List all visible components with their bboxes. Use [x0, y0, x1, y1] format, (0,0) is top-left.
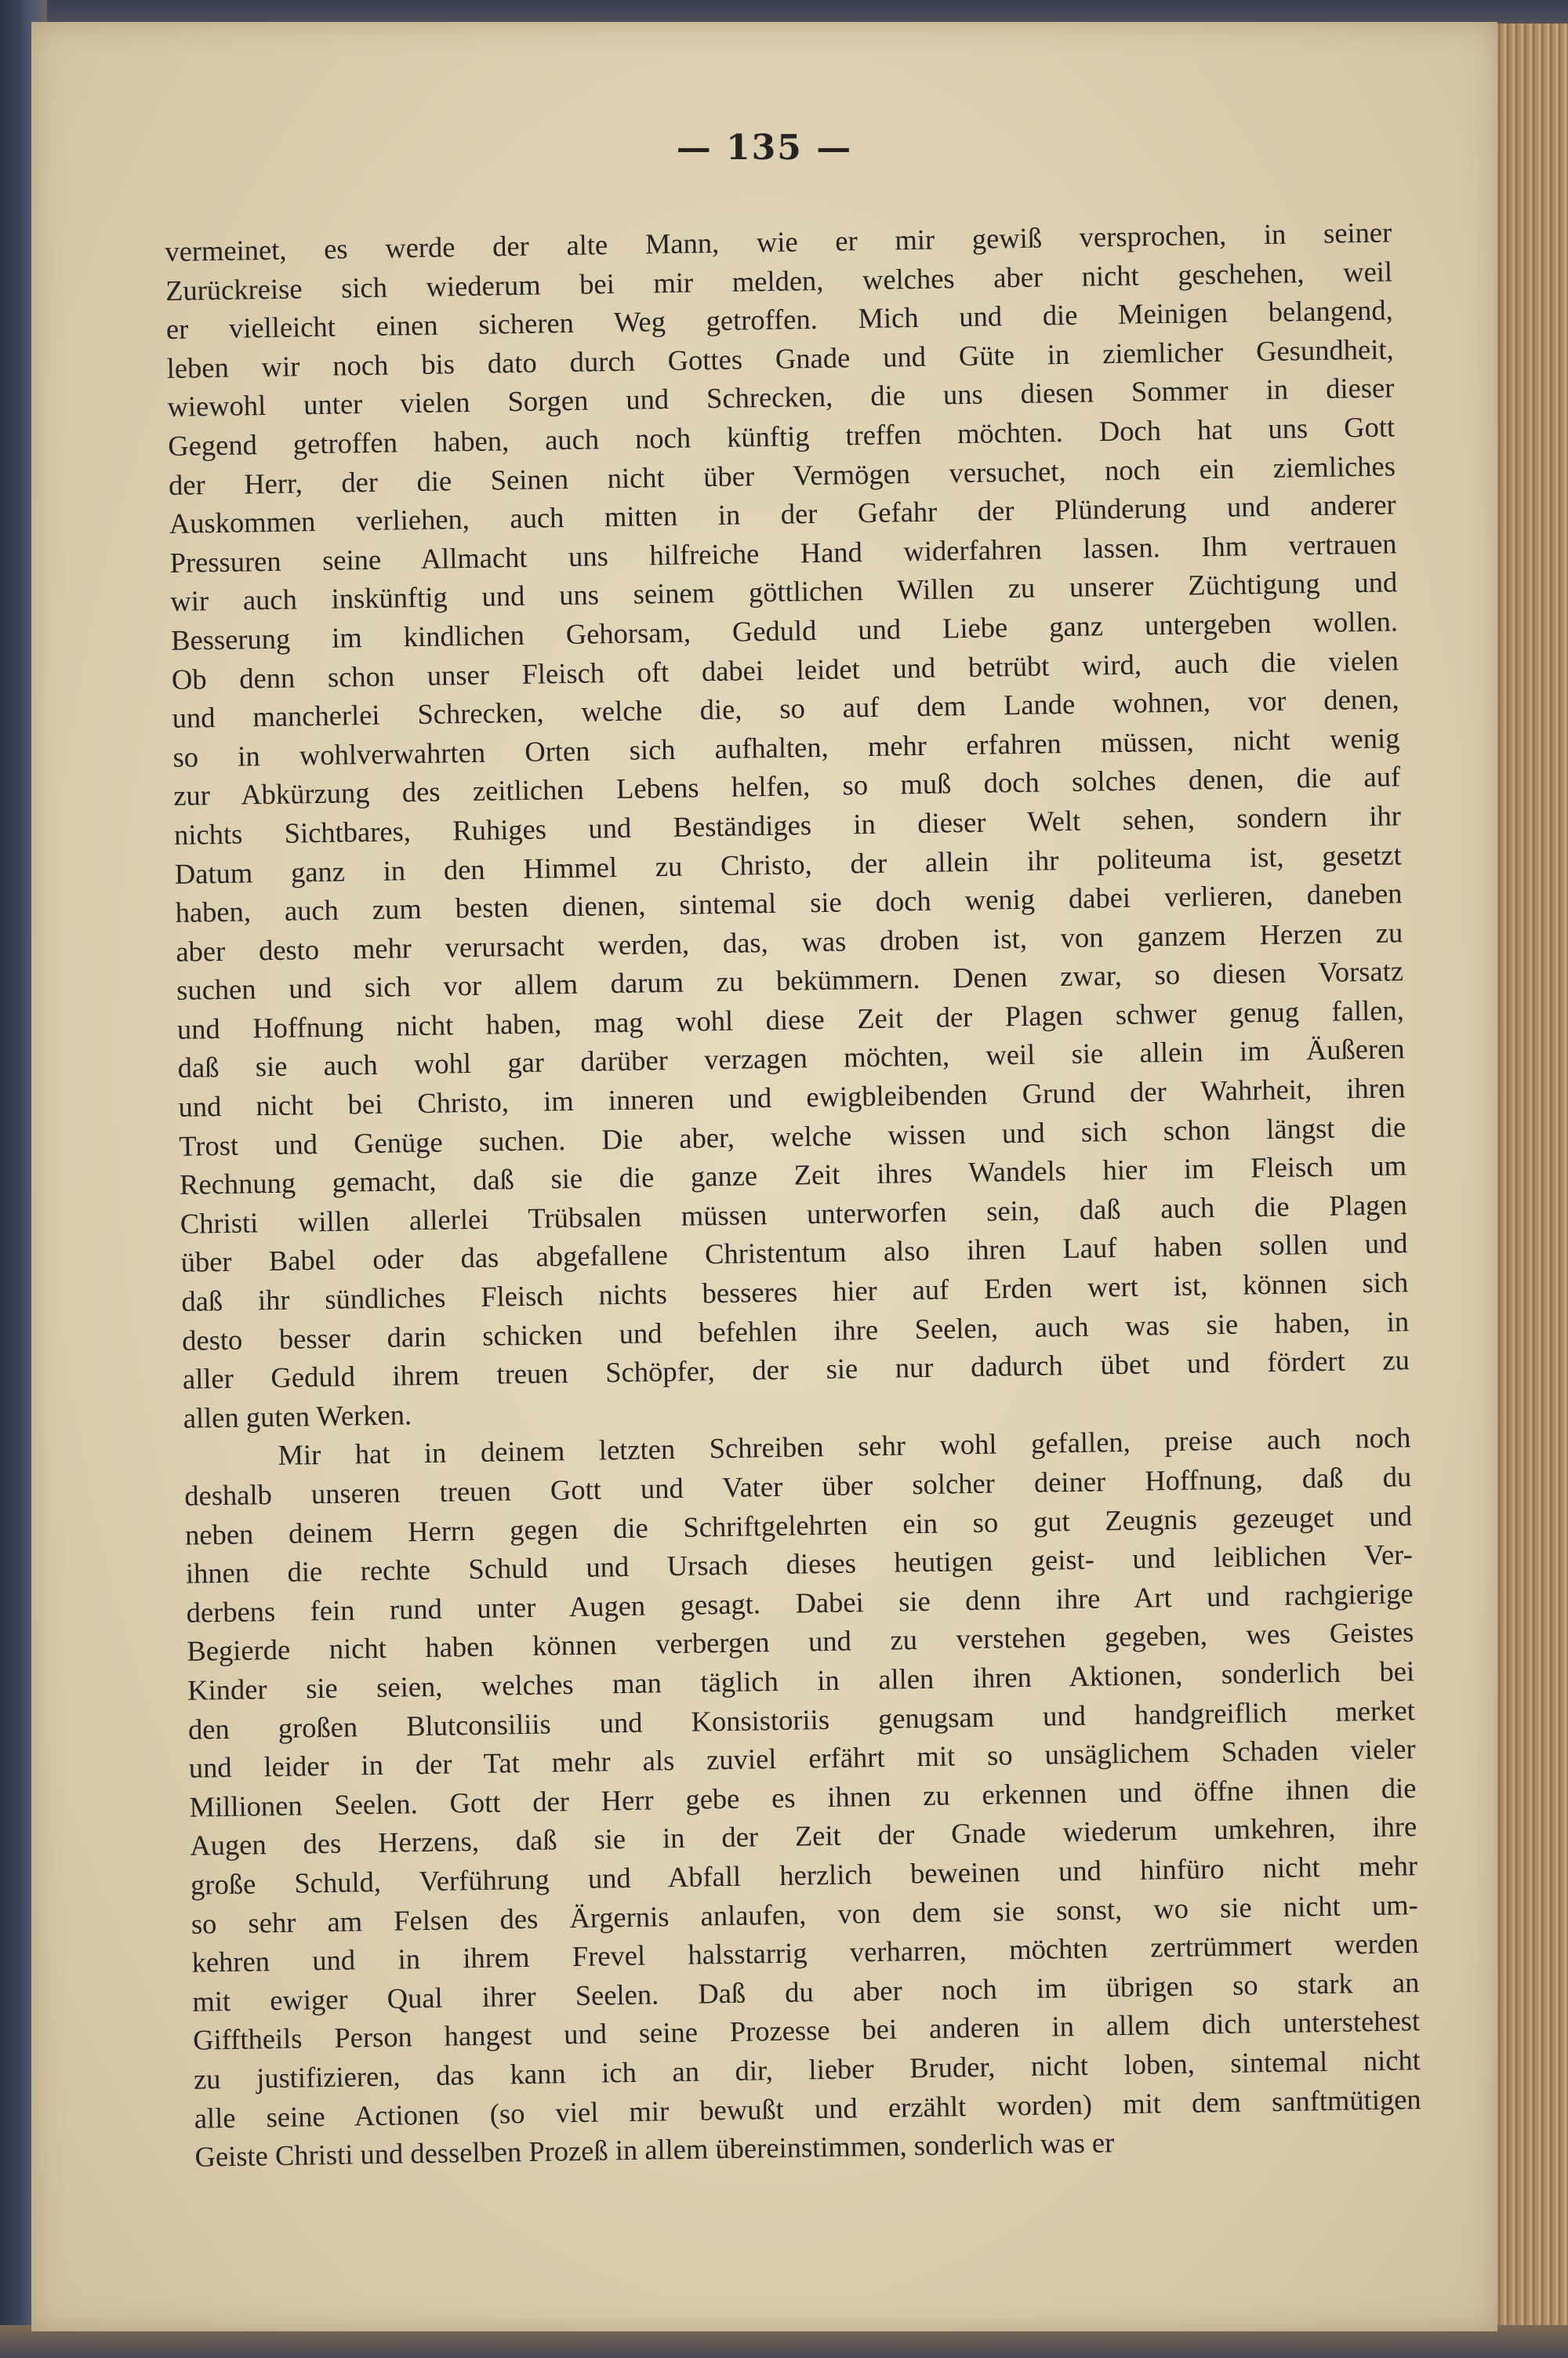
text-line: große Schuld, Verführung und Abfall herzlich beweinen und hinfüro nicht mehr: [190, 1849, 1418, 1901]
text-line: Begierde nicht haben können verbergen und zu verstehen gegeben, wes Geistes: [187, 1615, 1414, 1668]
text-line: leben wir noch bis dato durch Gottes Gnade und Güte in ziemlicher Gesundheit,: [166, 332, 1394, 384]
text-line: und nicht bei Christo, im inneren und ewigbleibenden Grund der Wahrheit, ihren: [178, 1071, 1406, 1123]
page-body: [165, 213, 1422, 2176]
text-line: Gegend getroffen haben, auch noch künftig treffen möchten. Doch hat uns Gott: [167, 410, 1396, 462]
text-line: mit ewiger Qual ihrer Seelen. Daß du aber noch im übrigen so stark an: [192, 1965, 1420, 2018]
text-line: Millionen Seelen. Gott der Herr gebe es ihnen zu erkennen und öffne ihnen die: [189, 1771, 1417, 1823]
text-line: suchen und sich vor allem darum zu bekümmern. Denen zwar, so diesen Vorsatz: [176, 954, 1404, 1007]
text-line: Datum ganz in den Himmel zu Christo, der allein ihr politeuma ist, gesetzt: [174, 837, 1402, 890]
text-line: Zurückreise sich wiederum bei mir melden, welches aber nicht geschehen, weil: [165, 255, 1393, 307]
text-line: alle seine Actionen (so viel mir bewußt und erzählt worden) mit dem sanftmütigen: [194, 2082, 1421, 2135]
text-line: daß ihr sündliches Fleisch nichts besseres hier auf Erden wert ist, können sich: [181, 1266, 1409, 1317]
text-line: über Babel oder das abgefallene Christentum also ihren Lauf haben sollen und: [180, 1226, 1408, 1279]
text-line: aller Geduld ihrem treuen Schöpfer, der sie nur dadurch übet und fördert zu: [182, 1343, 1410, 1396]
text-line: Ob denn schon unser Fleisch oft dabei leidet und betrübt wird, auch die vielen: [171, 643, 1399, 696]
text-line: Trost und Genüge suchen. Die aber, welche wissen und sich schon längst die: [178, 1110, 1406, 1162]
text-line: Rechnung gemacht, daß sie die ganze Zeit ihres Wandels hier im Fleisch um: [179, 1149, 1407, 1201]
text-line: deshalb unseren treuen Gott und Vater über solcher deiner Hoffnung, daß du: [183, 1460, 1412, 1512]
text-line: vermeinet, es werde der alte Mann, wie er mir gewiß versprochen, in seiner: [165, 216, 1392, 267]
text-line: kehren und in ihrem Frevel halsstarrig verharren, möchten zertrümmert werden: [191, 1927, 1419, 1978]
text-line: zu justifizieren, das kann ich an dir, lieber Bruder, nicht loben, sintemal nicht: [193, 2044, 1421, 2095]
page-stack-edge: [1494, 24, 1568, 2345]
book-page: [31, 22, 1497, 2331]
text-line: derbens fein rund unter Augen gesagt. Dabei sie denn ihre Art und rachgierige: [186, 1576, 1414, 1629]
text-line: den großen Blutconsiliis und Konsistoriis genugsam und handgreiflich merket: [187, 1693, 1416, 1746]
text-line: Auskommen verliehen, auch mitten in der Gefahr der Plünderung und anderer: [169, 488, 1396, 540]
text-line: Christi willen allerlei Trübsalen müssen unterworfen sein, daß auch die Plagen: [180, 1188, 1407, 1240]
text-line: Augen des Herzens, daß sie in der Zeit der Gnade wiederum umkehren, ihre: [190, 1810, 1417, 1862]
text-line: zur Abkürzung des zeitlichen Lebens helfen, so muß doch solches denen, die auf: [172, 760, 1401, 812]
text-line: und Hoffnung nicht haben, mag wohl diese Zeit der Plagen schwer genug fallen,: [176, 994, 1405, 1045]
text-line: wir auch inskünftig und uns seinem göttlichen Willen zu unserer Züchtigung und: [170, 565, 1398, 618]
text-line: so sehr am Felsen des Ärgernis anlaufen, von dem sie sonst, wo sie nicht um-: [191, 1887, 1419, 1940]
text-line: Kinder sie seien, welches man täglich in allen ihren Aktionen, sonderlich bei: [187, 1655, 1415, 1706]
text-line: Geiste Christi und desselben Prozeß in allem übereinstimmen, sonderlich was er: [194, 2126, 1115, 2173]
text-line: und mancherlei Schrecken, welche die, so auf dem Lande wohnen, vor denen,: [172, 682, 1399, 735]
text-line: desto besser darin schicken und befehlen ihre Seelen, auch was sie haben, in: [181, 1304, 1410, 1357]
text-line: Besserung im kindlichen Gehorsam, Geduld und Liebe ganz untergeben wollen.: [170, 605, 1399, 656]
text-line: wiewohl unter vielen Sorgen und Schrecken, die uns diesen Sommer in dieser: [167, 371, 1395, 423]
page-number: — 135 —: [676, 128, 853, 168]
text-line: nichts Sichtbares, Ruhiges und Beständiges in dieser Welt sehen, sondern ihr: [173, 799, 1402, 851]
text-line: aber desto mehr verursacht werden, das, was droben ist, von ganzem Herzen zu: [176, 915, 1403, 968]
text-line: ihnen die rechte Schuld und Ursach dieses heutigen geist- und leiblichen Ver-: [185, 1538, 1413, 1590]
text-line: haben, auch zum besten dienen, sintemal sie doch wenig dabei verlieren, daneben: [175, 877, 1403, 928]
text-line: Pressuren seine Allmacht uns hilfreiche Hand widerfahren lassen. Ihm vertrauen: [169, 527, 1397, 579]
text-line: er vielleicht einen sicheren Weg getroffen. Mich und die Meinigen belangend,: [165, 293, 1394, 346]
text-line: neben deinem Herrn gegen die Schriftgelehrten ein so gut Zeugnis gezeuget und: [184, 1499, 1413, 1551]
text-line: so in wohlverwahrten Orten sich aufhalten, mehr erfahren müssen, nicht wenig: [172, 721, 1400, 773]
text-line: Gifftheils Person hangest und seine Prozesse bei anderen in allem dich unterstehest: [192, 2004, 1421, 2057]
text-line: der Herr, der die Seinen nicht über Vermögen versuchet, noch ein ziemliches: [168, 449, 1396, 501]
text-line: allen guten Werken.: [183, 1398, 412, 1434]
text-line: Mir hat in deinem letzten Schreiben sehr wohl gefallen, preise auch noch: [278, 1421, 1411, 1472]
text-line: daß sie auch wohl gar darüber verzagen möchten, weil sie allein im Äußeren: [177, 1032, 1405, 1085]
text-line: und leider in der Tat mehr als zuviel erfährt mit so unsäglichem Schaden vieler: [188, 1732, 1416, 1784]
